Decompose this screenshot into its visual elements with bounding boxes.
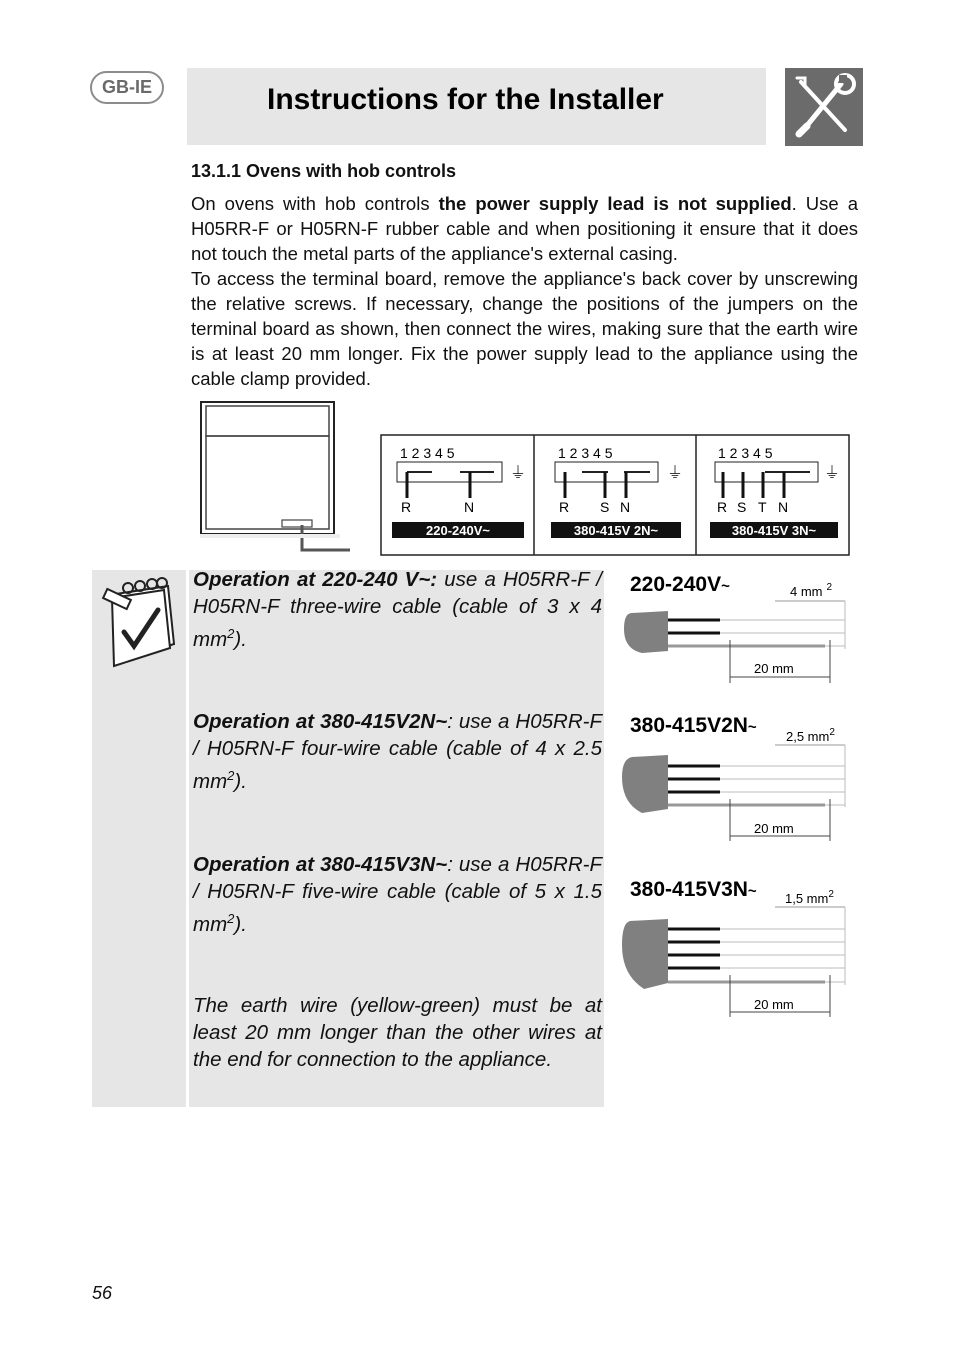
- operation-380-3n: Operation at 380-415V3N~: use a H05RR-F / H05RN-F five-wire cable (cable of 5 x 1.5 $mm^2$).: [193, 853, 602, 936]
- board-3-letter-s: S: [737, 499, 747, 515]
- board-3-letter-t: T: [758, 499, 767, 515]
- cable-diagrams: [620, 565, 860, 1035]
- operation-380-2n: Operation at 380-415V2N~: use a H05RR-F / H05RN-F four-wire cable (cable of 4 x 2.5 $mm^2$).: [193, 710, 602, 793]
- board-1-letter-n: N: [464, 499, 475, 515]
- board-1-numbers: 1 2 3 4 5: [400, 445, 455, 461]
- cable-3-section: 1,5 $mm^2$: [785, 889, 834, 906]
- operation-220: Operation at 220-240 V~: use a H05RR-F / H05RN-F three-wire cable (cable of 3 x 4 $mm^2$).: [193, 568, 602, 651]
- cable-1-length: 20 mm: [754, 661, 794, 676]
- intro-paragraph-2: To access the terminal board, remove the appliance's back cover by unscrewing the relative screws. If necessary, change the positions of the jumpers on the terminal board as shown, then connect the wires, making sure that the earth wire is at least 20 mm longer. Fix the power supply lead to the appliance using the cable clamp provided.: [191, 268, 858, 389]
- board-3-numbers: 1 2 3 4 5: [718, 445, 773, 461]
- notes-panel: [92, 570, 604, 1107]
- page-number: 56: [92, 1283, 113, 1303]
- board-2-label: 380-415V 2N~: [573, 523, 659, 538]
- cable-1-section: 4 mm $^2$: [790, 582, 833, 599]
- earth-icon: ⏚: [510, 465, 527, 482]
- board-3-label: 380-415V 3N~: [731, 523, 817, 538]
- board-2-letter-n: N: [620, 499, 631, 515]
- oven-back-illustration: [200, 402, 350, 550]
- board-3-letter-n: N: [778, 499, 789, 515]
- earth-wire-note: The earth wire (yellow-green) must be at least 20 mm longer than the other wires at the end for connection to the appliance.: [193, 994, 602, 1071]
- notepad-check-icon: [98, 574, 180, 670]
- board-2-letter-s: S: [600, 499, 610, 515]
- board-1-label: 220-240V~: [426, 523, 490, 538]
- title-bar: [187, 68, 766, 145]
- board-2-letter-r: R: [559, 499, 570, 515]
- cable-2-section: 2,5 $mm^2$: [786, 727, 835, 744]
- wrench-screwdriver-icon: [785, 68, 863, 146]
- board-1-letter-r: R: [401, 499, 412, 515]
- cable-3-length: 20 mm: [754, 997, 794, 1012]
- cable-2-voltage: 380-415V2N~: [630, 714, 757, 737]
- intro-text: On ovens with hob controls the power supply lead is not supplied. Use a H05RR-F or H05RN-F rubber cable and when positioning it ensure that it does not touch the metal parts of the appliance's external casing. To access the terminal board, remove the appliance's back cover by unscrewing the relative screws. If necessary, change the positions of the jumpers on the terminal board as shown, then connect the wires, making sure that the earth wire is at least 20 mm longer. Fix the power supply lead to the appliance using the cable clamp provided.: [191, 193, 858, 389]
- cable-3-voltage: 380-415V3N~: [630, 878, 757, 901]
- terminal-board-diagram: [200, 400, 852, 560]
- page-title: Instructions for the Installer: [267, 83, 664, 116]
- section-heading: 13.1.1 Ovens with hob controls: [191, 161, 457, 181]
- board-2-numbers: 1 2 3 4 5: [558, 445, 613, 461]
- earth-icon: ⏚: [667, 465, 684, 482]
- earth-icon: ⏚: [824, 465, 841, 482]
- cable-2-length: 20 mm: [754, 821, 794, 836]
- board-3-letter-r: R: [717, 499, 728, 515]
- cable-1-voltage: 220-240V~: [630, 573, 730, 596]
- language-badge: GB-IE: [90, 71, 164, 104]
